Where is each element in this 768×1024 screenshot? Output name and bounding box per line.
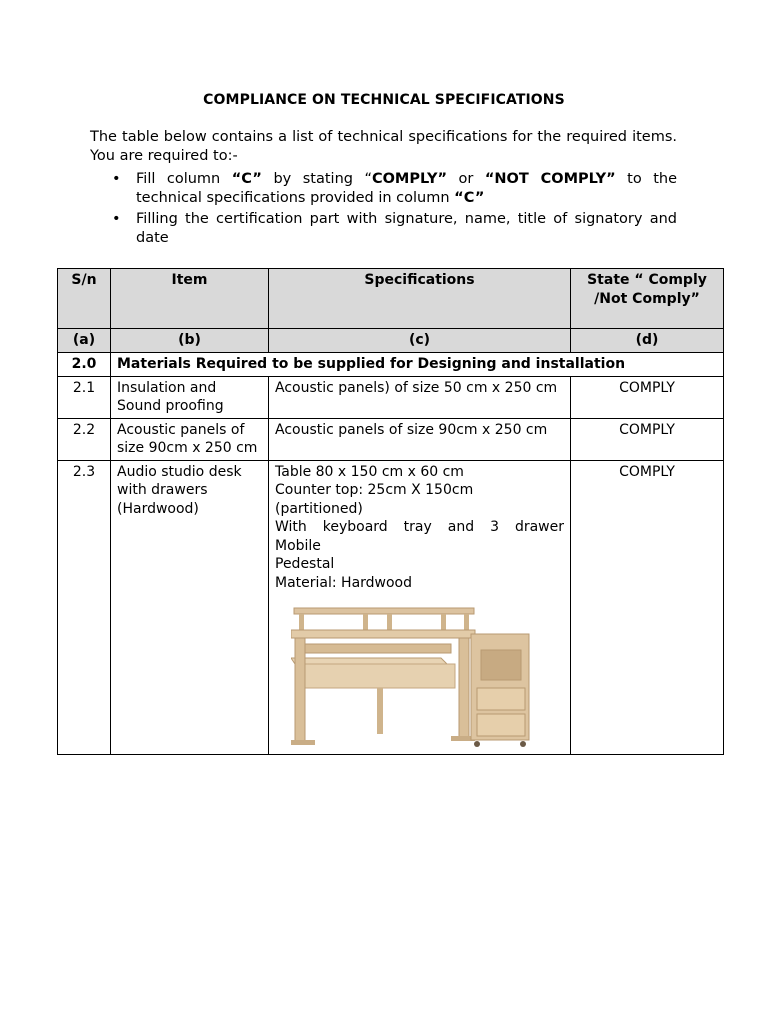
section-number: 2.0 <box>58 352 111 376</box>
desk-image <box>291 606 535 748</box>
table-row <box>58 376 724 418</box>
subheader-b: (b) <box>111 329 269 353</box>
spec-line: Mobile <box>275 537 321 554</box>
row-state: COMPLY <box>571 418 724 460</box>
table-subheader-row <box>58 329 724 353</box>
instruction-text: Filling the certification part with signature, name, title of signatory and date <box>136 211 677 246</box>
row-item: Acoustic panels of size 90cm x 250 cm <box>111 418 269 460</box>
table-header-row <box>58 269 724 329</box>
spec-line: With keyboard tray and 3 drawer <box>275 519 564 535</box>
subheader-c: (c) <box>269 329 571 353</box>
page-title: COMPLIANCE ON TECHNICAL SPECIFICATIONS <box>203 92 565 108</box>
text-run: or <box>447 171 485 187</box>
header-sn: S/n <box>58 269 111 329</box>
row-item: Audio studio desk with drawers (Hardwood) <box>111 460 269 755</box>
header-item: Item <box>111 269 269 329</box>
bold-run: COMPLY” <box>371 171 448 187</box>
header-state: State “ Comply /Not Comply” <box>571 269 724 329</box>
spec-line: Material: Hardwood <box>275 574 413 591</box>
row-item: Insulation and Sound proofing <box>111 376 269 418</box>
instruction-text <box>136 170 677 208</box>
table-row <box>58 418 724 460</box>
intro-paragraph: The table below contains a list of technical specifications for the required items. You are required to:- <box>90 129 677 164</box>
table-row <box>58 460 724 755</box>
text-run: to the technical specifications provided in column <box>136 171 677 206</box>
bullet-icon: • <box>112 171 121 187</box>
spec-line: Counter top: 25cm X 150cm <box>275 482 474 498</box>
row-spec <box>269 460 571 755</box>
bold-run: “C” <box>231 171 262 187</box>
desk-illustration <box>291 606 535 748</box>
spec-line: Pedestal <box>275 556 335 572</box>
header-specifications: Specifications <box>269 269 571 329</box>
row-spec: Acoustic panels of size 90cm x 250 cm <box>269 418 571 460</box>
bullet-icon: • <box>112 211 121 227</box>
text-run: Fill column <box>136 171 232 187</box>
row-sn: 2.1 <box>58 376 111 418</box>
bold-run: “C” <box>454 190 485 206</box>
row-sn: 2.3 <box>58 460 111 755</box>
subheader-a: (a) <box>58 329 111 353</box>
section-row <box>58 352 724 376</box>
row-spec: Acoustic panels) of size 50 cm x 250 cm <box>269 376 571 418</box>
spec-line: (partitioned) <box>275 500 363 517</box>
text-run: by stating “ <box>261 171 372 187</box>
row-state: COMPLY <box>571 460 724 755</box>
spec-line: Table 80 x 150 cm x 60 cm <box>275 463 464 480</box>
bold-run: “NOT COMPLY” <box>484 171 616 187</box>
specifications-table <box>57 268 724 755</box>
section-label: Materials Required to be supplied for Designing and installation <box>111 352 724 376</box>
row-sn: 2.2 <box>58 418 111 460</box>
row-state: COMPLY <box>571 376 724 418</box>
subheader-d: (d) <box>571 329 724 353</box>
